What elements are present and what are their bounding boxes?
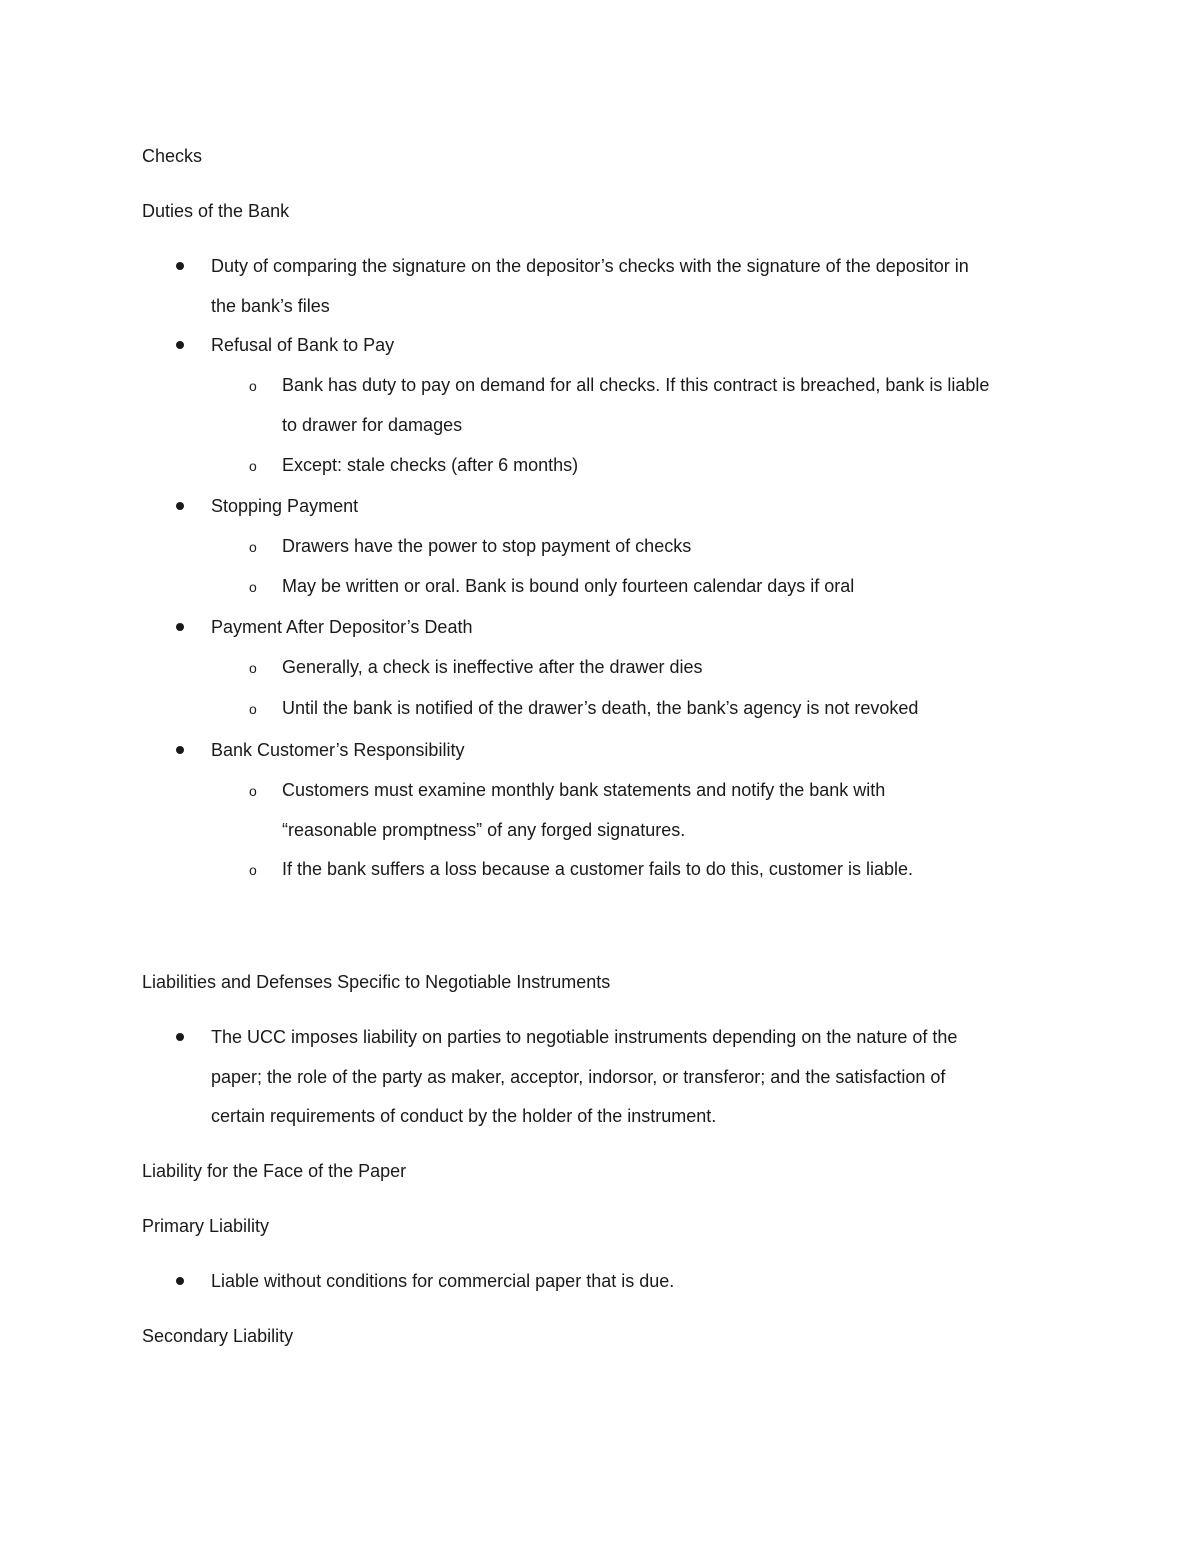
bullet-icon xyxy=(176,341,184,349)
list-item: The UCC imposes liability on parties to negotiable instruments depending on the nature of the xyxy=(211,1027,958,1047)
bullet-icon xyxy=(176,746,184,754)
heading-liabilities-and-defenses: Liabilities and Defenses Specific to Negotiable Instruments xyxy=(142,972,611,992)
list-item: Stopping Payment xyxy=(211,496,359,516)
heading-secondary-liability: Secondary Liability xyxy=(142,1326,294,1346)
list-item: Refusal of Bank to Pay xyxy=(211,335,395,355)
sub-bullet-icon: o xyxy=(249,458,257,474)
bullet-icon xyxy=(176,1277,184,1285)
list-item-continuation: the bank’s files xyxy=(211,296,330,316)
sub-bullet-icon: o xyxy=(249,539,257,555)
sub-list-item: May be written or oral. Bank is bound only fourteen calendar days if oral xyxy=(282,576,855,596)
bullet-icon xyxy=(176,623,184,631)
list-item-continuation: paper; the role of the party as maker, acceptor, indorsor, or transferor; and the satisfaction of xyxy=(211,1067,946,1087)
heading-primary-liability: Primary Liability xyxy=(142,1216,270,1236)
sub-list-item: Except: stale checks (after 6 months) xyxy=(282,455,579,475)
sub-bullet-icon: o xyxy=(249,660,257,676)
sub-bullet-icon: o xyxy=(249,701,257,717)
sub-list-item: Bank has duty to pay on demand for all checks. If this contract is breached, bank is liable xyxy=(282,375,990,395)
list-item: Payment After Depositor’s Death xyxy=(211,617,473,637)
heading-liability-face-of-paper: Liability for the Face of the Paper xyxy=(142,1161,407,1181)
sub-list-item: Customers must examine monthly bank statements and notify the bank with xyxy=(282,780,886,800)
heading-checks: Checks xyxy=(142,146,203,166)
list-item: Bank Customer’s Responsibility xyxy=(211,740,465,760)
sub-bullet-icon: o xyxy=(249,378,257,394)
bullet-icon xyxy=(176,502,184,510)
bullet-icon xyxy=(176,1033,184,1041)
list-item: Liable without conditions for commercial paper that is due. xyxy=(211,1271,675,1291)
sub-list-item: Generally, a check is ineffective after the drawer dies xyxy=(282,657,703,677)
sub-list-item: Drawers have the power to stop payment of checks xyxy=(282,536,692,556)
sub-bullet-icon: o xyxy=(249,579,257,595)
sub-list-item-continuation: to drawer for damages xyxy=(282,415,463,435)
heading-duties-of-the-bank: Duties of the Bank xyxy=(142,201,290,221)
sub-bullet-icon: o xyxy=(249,862,257,878)
sub-list-item: Until the bank is notified of the drawer’s death, the bank’s agency is not revoked xyxy=(282,698,919,718)
list-item-continuation: certain requirements of conduct by the holder of the instrument. xyxy=(211,1106,717,1126)
sub-list-item: If the bank suffers a loss because a customer fails to do this, customer is liable. xyxy=(282,859,913,879)
sub-bullet-icon: o xyxy=(249,783,257,799)
sub-list-item-continuation: “reasonable promptness” of any forged signatures. xyxy=(282,820,686,840)
list-item: Duty of comparing the signature on the depositor’s checks with the signature of the depositor in xyxy=(211,256,969,276)
bullet-icon xyxy=(176,262,184,270)
